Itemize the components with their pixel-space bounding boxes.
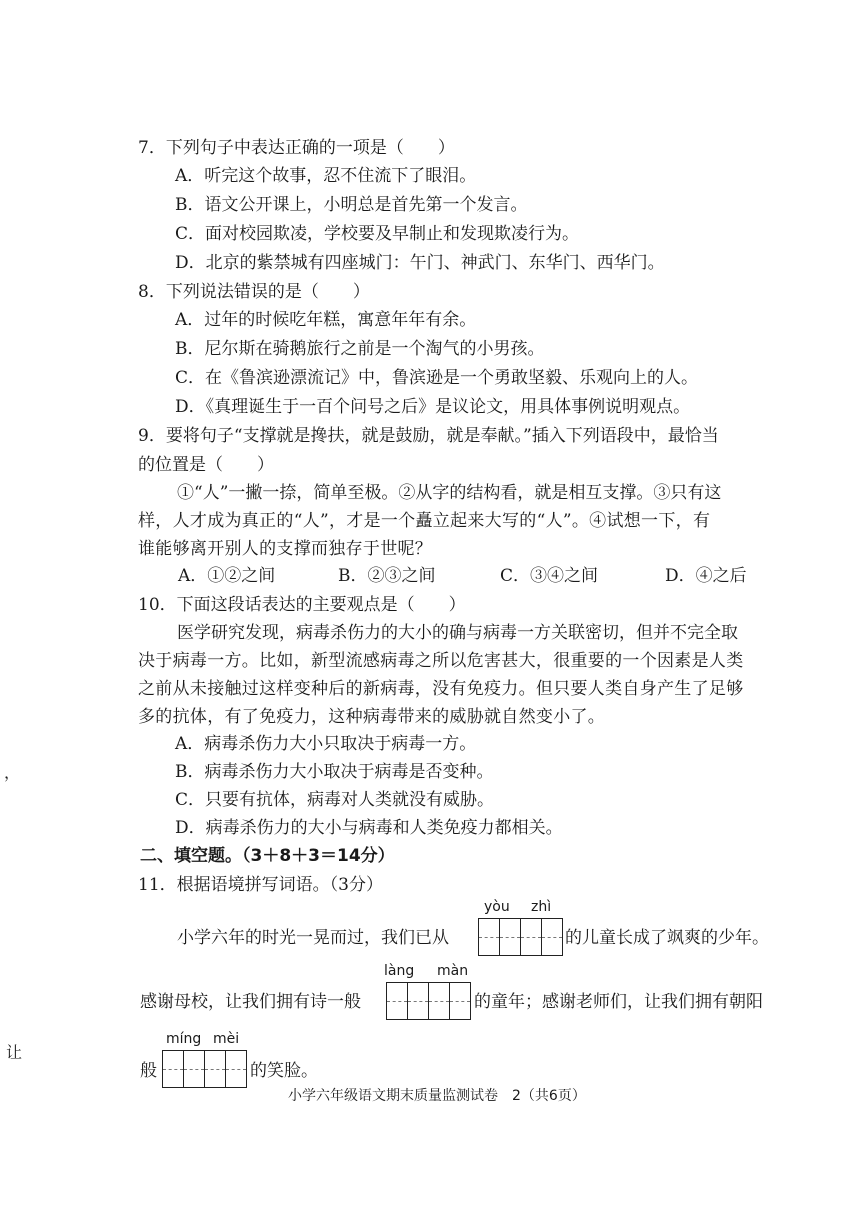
q8-stem: 8．下列说法错误的是（ ） bbox=[138, 282, 370, 302]
stray-comma-mark: ， bbox=[4, 763, 21, 782]
pinyin-label: zhì bbox=[531, 899, 552, 915]
q10-passage-line: 医学研究发现，病毒杀伤力的大小的确与病毒一方关联密切，但并不完全取 bbox=[177, 623, 738, 643]
q8-option-b: B．尼尔斯在骑鹅旅行之前是一个淘气的小男孩。 bbox=[175, 339, 545, 359]
q10-option-d: D．病毒杀伤力的大小与病毒和人类免疫力都相关。 bbox=[175, 818, 563, 838]
answer-writing-grid[interactable] bbox=[386, 982, 471, 1020]
q7-option-b: B．语文公开课上，小明总是首先第一个发言。 bbox=[175, 195, 528, 215]
answer-writing-grid[interactable] bbox=[162, 1050, 247, 1088]
pinyin-label: màn bbox=[437, 963, 469, 979]
q11-stem: 11．根据语境拼写词语。（3分） bbox=[138, 875, 383, 895]
q9-passage-line: 谁能够离开别人的支撑而独存于世呢？ bbox=[138, 539, 433, 559]
pinyin-label: mèi bbox=[213, 1031, 240, 1047]
q11-line2-text-before: 感谢母校，让我们拥有诗一般 bbox=[140, 992, 361, 1012]
q11-line3-text-after: 的笑脸。 bbox=[250, 1061, 318, 1081]
q10-option-c: C．只要有抗体，病毒对人类就没有威胁。 bbox=[175, 790, 495, 810]
q10-option-b: B．病毒杀伤力大小取决于病毒是否变种。 bbox=[175, 762, 494, 782]
q8-option-c: C．在《鲁滨逊漂流记》中，鲁滨逊是一个勇敢坚毅、乐观向上的人。 bbox=[175, 368, 699, 388]
q8-option-a: A．过年的时候吃年糕，寓意年年有余。 bbox=[175, 310, 477, 330]
q9-stem-line1: 9．要将句子“支撑就是搀扶，就是鼓励，就是奉献。”插入下列语段中，最恰当 bbox=[138, 426, 719, 446]
q8-option-d: D．《真理诞生于一百个问号之后》是议论文，用具体事例说明观点。 bbox=[175, 397, 691, 417]
q7-option-d: D．北京的紫禁城有四座城门：午门、神武门、东华门、西华门。 bbox=[175, 253, 665, 273]
stray-character-mark: 让 bbox=[6, 1043, 23, 1062]
q7-option-c: C．面对校园欺凌，学校要及早制止和发现欺凌行为。 bbox=[175, 224, 580, 244]
section-title: 二、填空题。（3＋8＋3＝14分） bbox=[140, 846, 395, 866]
q11-line1-text-before: 小学六年的时光一晃而过，我们已从 bbox=[177, 928, 449, 948]
answer-writing-grid[interactable] bbox=[478, 918, 563, 956]
q11-line1-text-after: 的儿童长成了飒爽的少年。 bbox=[565, 928, 769, 948]
q10-option-a: A．病毒杀伤力大小只取决于病毒一方。 bbox=[175, 734, 477, 754]
q9-option-d: D．④之后 bbox=[665, 566, 747, 586]
q9-passage-line: ①“人”一撇一捺，简单至极。②从字的结构看，就是相互支撑。③只有这 bbox=[177, 483, 722, 503]
q9-option-a: A．①②之间 bbox=[178, 566, 276, 586]
q9-stem-line2: 的位置是（ ） bbox=[138, 455, 274, 475]
q10-passage-line: 之前从未接触过这样变种后的新病毒，没有免疫力。但只要人类自身产生了足够 bbox=[138, 679, 744, 699]
q9-options bbox=[178, 565, 778, 587]
page-footer: 小学六年级语文期末质量监测试卷 2（共6页） bbox=[288, 1088, 586, 1104]
q10-passage-line: 决于病毒一方。比如，新型流感病毒之所以危害甚大，很重要的一个因素是人类 bbox=[138, 651, 744, 671]
q11-line2-text-after: 的童年；感谢老师们，让我们拥有朝阳 bbox=[474, 992, 763, 1012]
q9-option-b: B．②③之间 bbox=[338, 566, 436, 586]
q11-line3-text-before: 般 bbox=[140, 1061, 157, 1081]
q9-passage-line: 样，人才成为真正的“人”，才是一个矗立起来大写的“人”。④试想一下，有 bbox=[138, 511, 711, 531]
q10-passage-line: 多的抗体，有了免疫力，这种病毒带来的威胁就自然变小了。 bbox=[138, 707, 606, 727]
pinyin-label: míng bbox=[166, 1031, 202, 1047]
q10-stem: 10．下面这段话表达的主要观点是（ ） bbox=[138, 595, 466, 615]
q7-stem: 7．下列句子中表达正确的一项是（ ） bbox=[138, 138, 455, 158]
q7-option-a: A．听完这个故事，忍不住流下了眼泪。 bbox=[175, 166, 477, 186]
q9-option-c: C．③④之间 bbox=[500, 566, 599, 586]
pinyin-label: làng bbox=[384, 963, 415, 979]
pinyin-label: yòu bbox=[484, 899, 510, 915]
